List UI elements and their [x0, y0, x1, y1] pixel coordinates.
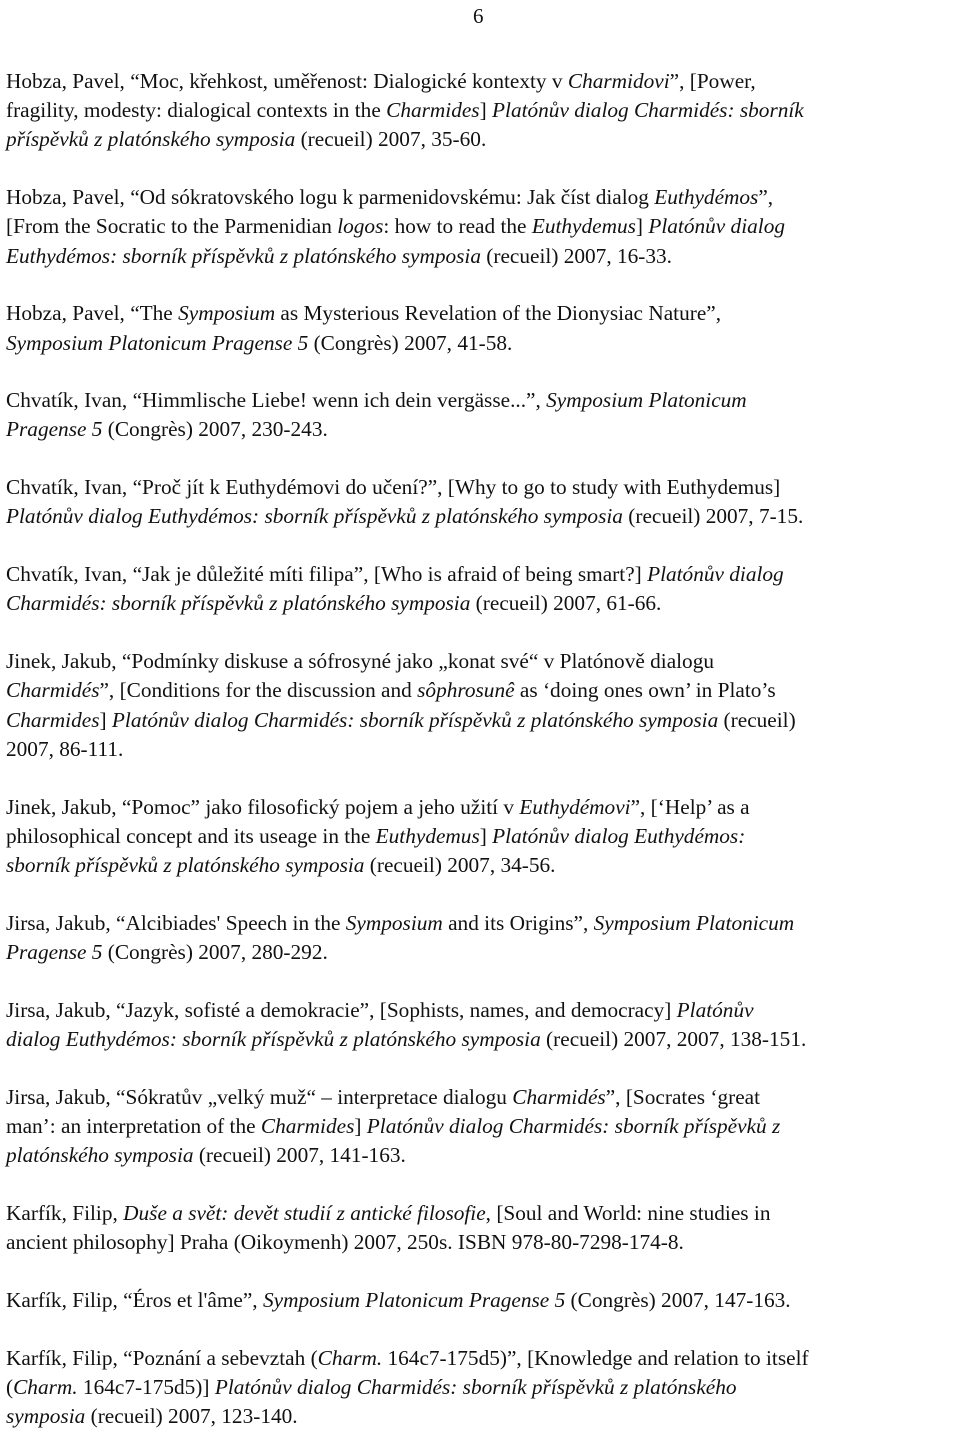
- entry-line: [6, 589, 956, 618]
- italic-title-text: Platónův dialog Charmidés: sborník: [492, 98, 804, 123]
- italic-title-text: Symposium: [345, 910, 443, 935]
- entry-text: 164c7-175d5)]: [77, 1374, 215, 1399]
- italic-title-text: Charmidés: [512, 1084, 606, 1109]
- entry-text: ”,: [758, 185, 774, 210]
- page-number: 6: [473, 4, 484, 28]
- bibliography-entry: [6, 183, 956, 271]
- entry-text: (Congrès) 2007, 230-243.: [102, 417, 328, 442]
- bibliography-entry: [6, 299, 956, 357]
- entry-text: Hobza, Pavel, “The: [6, 301, 179, 326]
- italic-title-text: Pragense 5: [6, 939, 103, 964]
- italic-title-text: Euthydémos: sborník příspěvků z platónského symposia: [6, 243, 481, 268]
- italic-title-text: symposia: [6, 1403, 86, 1428]
- entry-line: [6, 1402, 956, 1431]
- entry-text: Jirsa, Jakub, “Alcibiades' Speech in the: [6, 910, 346, 935]
- entry-text: ]: [479, 98, 493, 123]
- entry-line: [6, 560, 956, 589]
- entry-text: (recueil) 2007, 35-60.: [295, 127, 487, 152]
- entry-line: [6, 1083, 956, 1112]
- italic-title-text: Charm.: [13, 1374, 78, 1399]
- italic-title-text: Euthydémovi: [519, 794, 631, 819]
- entry-text: (recueil) 2007, 123-140.: [85, 1403, 298, 1428]
- entry-text: Chvatík, Ivan, “Proč jít k Euthydémovi do učení?”, [Why to go to study with Euthydemus]: [6, 475, 781, 500]
- bibliography-entry: [6, 647, 956, 764]
- italic-title-text: dialog Euthydémos: sborník příspěvků z platónského symposia: [6, 1026, 541, 1051]
- bibliography-entry: [6, 1286, 956, 1315]
- entry-text: Jirsa, Jakub, “Sókratův „velký muž“ – interpretace dialogu: [6, 1084, 513, 1109]
- italic-title-text: logos: [337, 214, 384, 239]
- entry-line: [6, 1025, 956, 1054]
- italic-title-text: Charmides: [260, 1113, 355, 1138]
- entry-text: ”, [Socrates ‘great: [605, 1084, 761, 1109]
- entry-text: (recueil) 2007, 7-15.: [622, 504, 804, 529]
- italic-title-text: Charmidés: [6, 678, 100, 703]
- italic-title-text: Platónův dialog: [647, 562, 784, 587]
- entry-text: Chvatík, Ivan, “Himmlische Liebe! wenn ich dein vergässe...”,: [6, 388, 547, 413]
- entry-text: (recueil) 2007, 141-163.: [193, 1143, 406, 1167]
- italic-title-text: platónského symposia: [6, 1143, 194, 1167]
- entry-line: [6, 502, 956, 531]
- italic-title-text: Charm.: [317, 1345, 383, 1370]
- entry-text: Jinek, Jakub, “Pomoc” jako filosofický pojem a jeho užití v: [6, 794, 520, 819]
- entry-text: [From the Socratic to the Parmenidian: [6, 214, 338, 239]
- entry-line: [6, 125, 956, 154]
- entry-text: (recueil) 2007, 2007, 138-151.: [540, 1026, 807, 1051]
- entry-line: [6, 1141, 956, 1170]
- entry-text: (: [6, 1374, 14, 1399]
- italic-title-text: Platónův dialog Euthydémos: sborník příspěvků z platónského symposia: [6, 504, 623, 529]
- bibliography-entry: [6, 1083, 956, 1171]
- entry-text: philosophical concept and its useage in the: [6, 823, 376, 848]
- italic-title-text: Platónův dialog Charmidés: sborník příspěvků z: [366, 1113, 781, 1138]
- entry-line: [6, 647, 956, 676]
- entry-text: (Congrès) 2007, 41-58.: [308, 330, 513, 355]
- entry-text: : how to read the: [383, 214, 532, 239]
- entry-text: as Mysterious Revelation of the Dionysiac Nature”,: [275, 301, 722, 326]
- entry-text: man’: an interpretation of the: [6, 1113, 261, 1138]
- bibliography-list: [6, 67, 956, 1431]
- entry-line: [6, 996, 956, 1025]
- entry-line: [6, 212, 956, 241]
- entry-line: [6, 1344, 956, 1373]
- entry-line: [6, 183, 956, 212]
- bibliography-entry: [6, 909, 956, 967]
- entry-text: Jinek, Jakub, “Podmínky diskuse a sófrosyné jako „konat své“ v Platónově dialogu: [6, 649, 715, 674]
- entry-line: [6, 1112, 956, 1141]
- italic-title-text: Platónův dialog Charmidés: sborník příspěvků z platónského symposia: [111, 707, 719, 732]
- entry-text: (recueil) 2007, 61-66.: [470, 591, 662, 616]
- entry-text: Karfík, Filip, “Éros et l'âme”,: [6, 1287, 263, 1312]
- entry-text: 164c7-175d5)”, [Knowledge and relation to itself: [382, 1345, 809, 1370]
- entry-line: [6, 938, 956, 967]
- entry-text: and its Origins”,: [442, 910, 594, 935]
- entry-text: Jirsa, Jakub, “Jazyk, sofisté a demokracie”, [Sophists, names, and democracy]: [6, 997, 677, 1022]
- bibliography-entry: [6, 473, 956, 531]
- entry-text: Karfík, Filip, “Poznání a sebevztah (: [6, 1345, 318, 1370]
- italic-title-text: Symposium Platonicum Pragense 5: [6, 330, 309, 355]
- entry-text: ]: [479, 823, 493, 848]
- entry-text: ]: [635, 214, 649, 239]
- bibliography-entry: [6, 1344, 956, 1432]
- entry-text: , [Soul and World: nine studies in: [485, 1200, 771, 1225]
- bibliography-entry: [6, 1199, 956, 1257]
- italic-title-text: Euthydemus: [375, 823, 480, 848]
- italic-title-text: Charmides: [386, 98, 480, 123]
- entry-text: ”, [Conditions for the discussion and: [99, 678, 418, 703]
- entry-line: [6, 329, 956, 358]
- italic-title-text: Charmidovi: [567, 69, 670, 93]
- entry-line: [6, 299, 956, 328]
- bibliography-entry: [6, 996, 956, 1054]
- entry-text: (Congrès) 2007, 147-163.: [565, 1287, 791, 1312]
- entry-line: [6, 1286, 956, 1315]
- entry-line: [6, 1199, 956, 1228]
- italic-title-text: Pragense 5: [6, 417, 103, 442]
- entry-text: (Congrès) 2007, 280-292.: [102, 939, 328, 964]
- entry-text: Chvatík, Ivan, “Jak je důležité míti filipa”, [Who is afraid of being smart?]: [6, 562, 648, 587]
- entry-text: (recueil): [718, 707, 796, 732]
- entry-line: [6, 415, 956, 444]
- entry-text: ancient philosophy] Praha (Oikoymenh) 2007, 250s. ISBN 978-80-7298-174-8.: [6, 1229, 684, 1254]
- italic-title-text: Symposium Platonicum Pragense 5: [262, 1287, 566, 1312]
- italic-title-text: Platónův dialog Charmidés: sborník příspěvků z platónského: [214, 1374, 737, 1399]
- entry-line: [6, 851, 956, 880]
- italic-title-text: Platónův: [676, 997, 754, 1022]
- entry-line: [6, 909, 956, 938]
- italic-title-text: Charmides: [6, 707, 100, 732]
- entry-line: [6, 1373, 956, 1402]
- italic-title-text: Symposium Platonicum: [593, 910, 795, 935]
- entry-line: [6, 793, 956, 822]
- italic-title-text: Euthydemus: [531, 214, 636, 239]
- italic-title-text: Symposium: [178, 301, 276, 326]
- entry-line: [6, 473, 956, 502]
- entry-line: [6, 242, 956, 271]
- entry-text: ]: [354, 1113, 367, 1138]
- entry-text: fragility, modesty: dialogical contexts in the: [6, 98, 387, 123]
- italic-title-text: Charmidés: sborník příspěvků z platónského symposia: [6, 591, 471, 616]
- entry-text: as ‘doing ones own’ in Plato’s: [514, 678, 776, 703]
- entry-line: [6, 1228, 956, 1257]
- italic-title-text: Platónův dialog: [648, 214, 785, 239]
- entry-line: [6, 822, 956, 851]
- entry-text: (recueil) 2007, 16-33.: [480, 243, 672, 268]
- italic-title-text: sôphrosunê: [417, 678, 515, 703]
- entry-text: ”, [‘Help’ as a: [630, 794, 750, 819]
- entry-line: [6, 96, 956, 125]
- italic-title-text: sborník příspěvků z platónského symposia: [6, 852, 365, 877]
- entry-line: [6, 386, 956, 415]
- italic-title-text: Platónův dialog Euthydémos:: [492, 823, 746, 848]
- entry-text: ”, [Power,: [669, 69, 756, 93]
- bibliography-entry: [6, 560, 956, 618]
- italic-title-text: Duše a svět: devět studií z antické filosofie: [123, 1200, 486, 1225]
- bibliography-entry: [6, 386, 956, 444]
- entry-text: Hobza, Pavel, “Od sókratovského logu k parmenidovskému: Jak číst dialog: [6, 185, 655, 210]
- italic-title-text: Symposium Platonicum: [546, 388, 747, 413]
- italic-title-text: příspěvků z platónského symposia: [6, 127, 296, 152]
- entry-line: [6, 676, 956, 705]
- entry-line: [6, 706, 956, 735]
- entry-line: [6, 735, 956, 764]
- bibliography-entry: [6, 793, 956, 881]
- entry-text: ]: [99, 707, 112, 732]
- entry-line: [6, 67, 956, 96]
- entry-text: Karfík, Filip,: [6, 1200, 124, 1225]
- italic-title-text: Euthydémos: [654, 185, 759, 210]
- entry-text: (recueil) 2007, 34-56.: [364, 852, 556, 877]
- bibliography-entry: [6, 67, 956, 155]
- entry-text: 2007, 86-111.: [6, 736, 124, 761]
- entry-text: Hobza, Pavel, “Moc, křehkost, uměřenost: Dialogické kontexty v: [6, 69, 568, 93]
